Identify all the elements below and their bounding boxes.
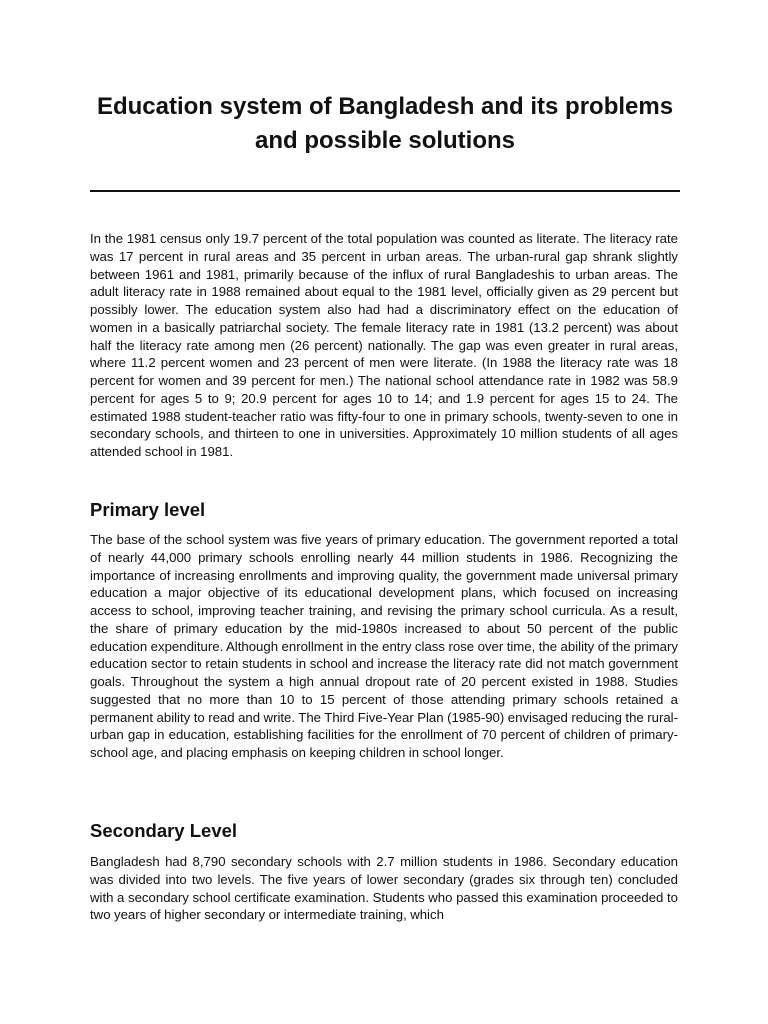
- intro-paragraph: In the 1981 census only 19.7 percent of the total population was counted as literate. The literacy rate was 17 percent in rural areas and 35 percent in urban areas. The urban-rural gap shrank slightly between 1961 and 1981, primarily because of the influx of rural Bangladeshis to urban areas. The adult literacy rate in 1988 remained about equal to the 1981 level, officially given as 29 percent but possibly lower. The education system also had had a discriminatory effect on the education of women in a basically patriarchal society. The female literacy rate in 1981 (13.2 percent) was about half the literacy rate among men (26 percent) nationally. The gap was even greater in rural areas, where 11.2 percent women and 23 percent of men were literate. (In 1988 the literacy rate was 18 percent for women and 39 percent for men.) The national school attendance rate in 1982 was 58.9 percent for ages 5 to 9; 20.9 percent for ages 10 to 14; and 1.9 percent for ages 15 to 24. The estimated 1988 student-teacher ratio was fifty-four to one in primary schools, twenty-seven to one in secondary schools, and thirteen to one in universities. Approximately 10 million students of all ages attended school in 1981.: [90, 231, 678, 459]
- section-heading-primary-level: Primary level: [90, 499, 206, 520]
- section-heading-secondary-level: Secondary Level: [90, 820, 238, 841]
- section-paragraph-secondary-level: Bangladesh had 8,790 secondary schools with 2.7 million students in 1986. Secondary education was divided into two levels. The five years of lower secondary (grades six through ten) concluded with a secondary school certificate examination. Students who passed this examination proceeded to two years of higher secondary or intermediate training, which: [90, 854, 678, 923]
- section-paragraph-primary-level: The base of the school system was five years of primary education. The government reported a total of nearly 44,000 primary schools enrolling nearly 44 million students in 1986. Recognizing the importance of increasing enrollments and improving quality, the government made universal primary education a major objective of its educational development plans, which focused on increasing access to school, improving teacher training, and revising the primary school curricula. As a result, the share of primary education by the mid-1980s increased to about 50 percent of the public education expenditure. Although enrollment in the entry class rose over time, the ability of the primary education sector to retain students in school and increase the literacy rate did not match government goals. Throughout the system a high annual dropout rate of 20 percent existed in 1988. Studies suggested that no more than 10 to 15 percent of those attending primary schools retained a permanent ability to read and write. The Third Five-Year Plan (1985-90) envisaged reducing the rural-urban gap in education, establishing facilities for the enrollment of 70 percent of children of primary-school age, and placing emphasis on keeping children in school longer.: [90, 532, 678, 760]
- document-title: Education system of Bangladesh and its problems and possible solutions: [96, 93, 674, 154]
- title-divider: [90, 190, 680, 192]
